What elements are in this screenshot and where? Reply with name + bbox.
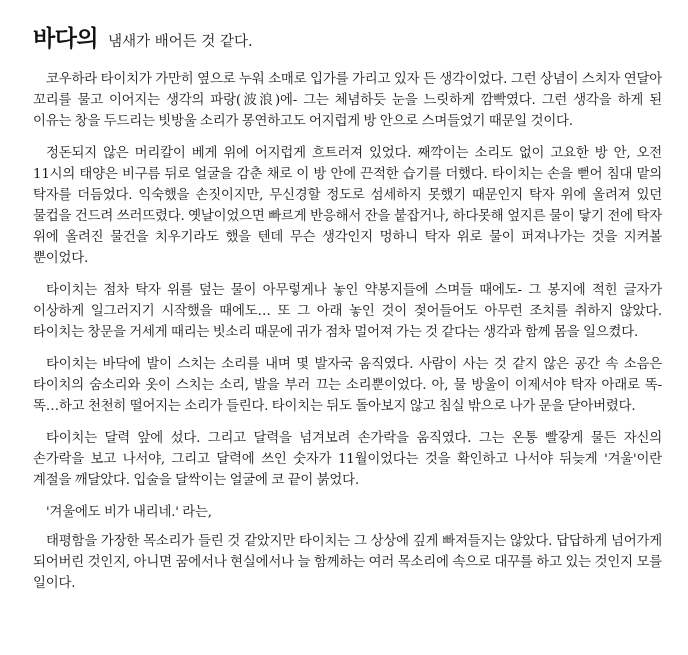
- paragraph-3: 타이치는 점차 탁자 위를 덮는 물이 아무렇게나 놓인 약봉지들에 스며들 때에도- 그 봉지에 적힌 글자가 이상하게 일그러지기 시작했을 때에도… 또 그 아래 놓인 것이 젖어들어도 아무런 조치를 취하지 않았다. 타이치는 창문을 거세게 때리는 빗소리 때문에 귀가 점차 멀어져 가는 것 같다는 생각과 함께 몸을 일으켰다.: [33, 283, 662, 340]
- paragraph-4: 타이치는 바닥에 발이 스치는 소리를 내며 몇 발자국 움직였다. 사람이 사는 것 같지 않은 공간 속 소음은 타이치의 숨소리와 옷이 스치는 소리, 발을 부러 끄는 소리뿐이었다. 아, 물 방울이 이제서야 탁자 아래로 똑-똑…하고 천천히 떨어지는 소리가 들린다. 타이치는 뒤도 돌아보지 않고 침실 밖으로 나가 문을 닫아버렸다.: [33, 357, 662, 414]
- paragraph-5: 타이치는 달력 앞에 섰다. 그리고 달력을 넘겨보려 손가락을 움직였다. 그는 온통 빨갛게 물든 자신의 손가락을 보고 나서야, 그리고 달력에 쓰인 숫자가 11월이었다는 것을 확인하고 나서야 뒤늦게 '겨울'이란 계절을 깨달았다. 입술을 달싹이는 얼굴에 코 끝이 붉었다.: [33, 431, 662, 488]
- paragraph-2: 정돈되지 않은 머리칼이 베게 위에 어지럽게 흐트러져 있었다. 째깍이는 소리도 없이 고요한 방 안, 오전 11시의 태양은 비구름 뒤로 얼굴을 감춘 채로 이 방 안에 끈적한 습기를 더했다. 타이치는 손을 뻗어 침대 맡의 탁자를 더듬었다. 익숙했을 손짓이지만, 무신경할 정도로 섬세하지 못했기 때문인지 탁자 위에 올려져 있던 물컵을 건드려 쓰러뜨렸다. 옛날이었으면 빠르게 반응해서 잔을 붙잡거나, 하다못해 엎지른 물이 닿기 전에 탁자 위에 올려진 물건을 치우기라도 했을 텐데 무슨 생각인지 멍하니 탁자 위로 물이 퍼져나가는 것을 지켜볼 뿐이었다.: [33, 146, 662, 266]
- paragraph-1: 코우하라 타이치가 가만히 옆으로 누워 소매로 입가를 가리고 있자 든 생각이었다. 그런 상념이 스치자 연달아 꼬리를 물고 이어지는 생각의 파랑(波浪)에- 그는 체념하듯 눈을 느릿하게 깜빡였다. 그런 생각을 하게 된 이유는 창을 두드리는 빗방울 소리가 몽연하고도 어지럽게 방 안으로 스며들었기 때문일 것이다.: [33, 72, 662, 129]
- chapter-subtitle: 냄새가 배어든 것 같다.: [108, 34, 253, 50]
- chapter-title: 바다의: [33, 26, 99, 52]
- paragraph-6: '겨울에도 비가 내리네.' 라는,: [46, 505, 212, 520]
- chapter-heading: [33, 20, 662, 53]
- paragraph-7: 태평함을 가장한 목소리가 들린 것 같았지만 타이치는 그 상상에 깊게 빠져들지는 않았다. 답답하게 넘어가게 되어버린 것인지, 아니면 꿈에서나 현실에서나 늘 함께하는 여러 목소리에 속으로 대꾸를 하고 있는 것인지 모를 일이다.: [33, 534, 662, 591]
